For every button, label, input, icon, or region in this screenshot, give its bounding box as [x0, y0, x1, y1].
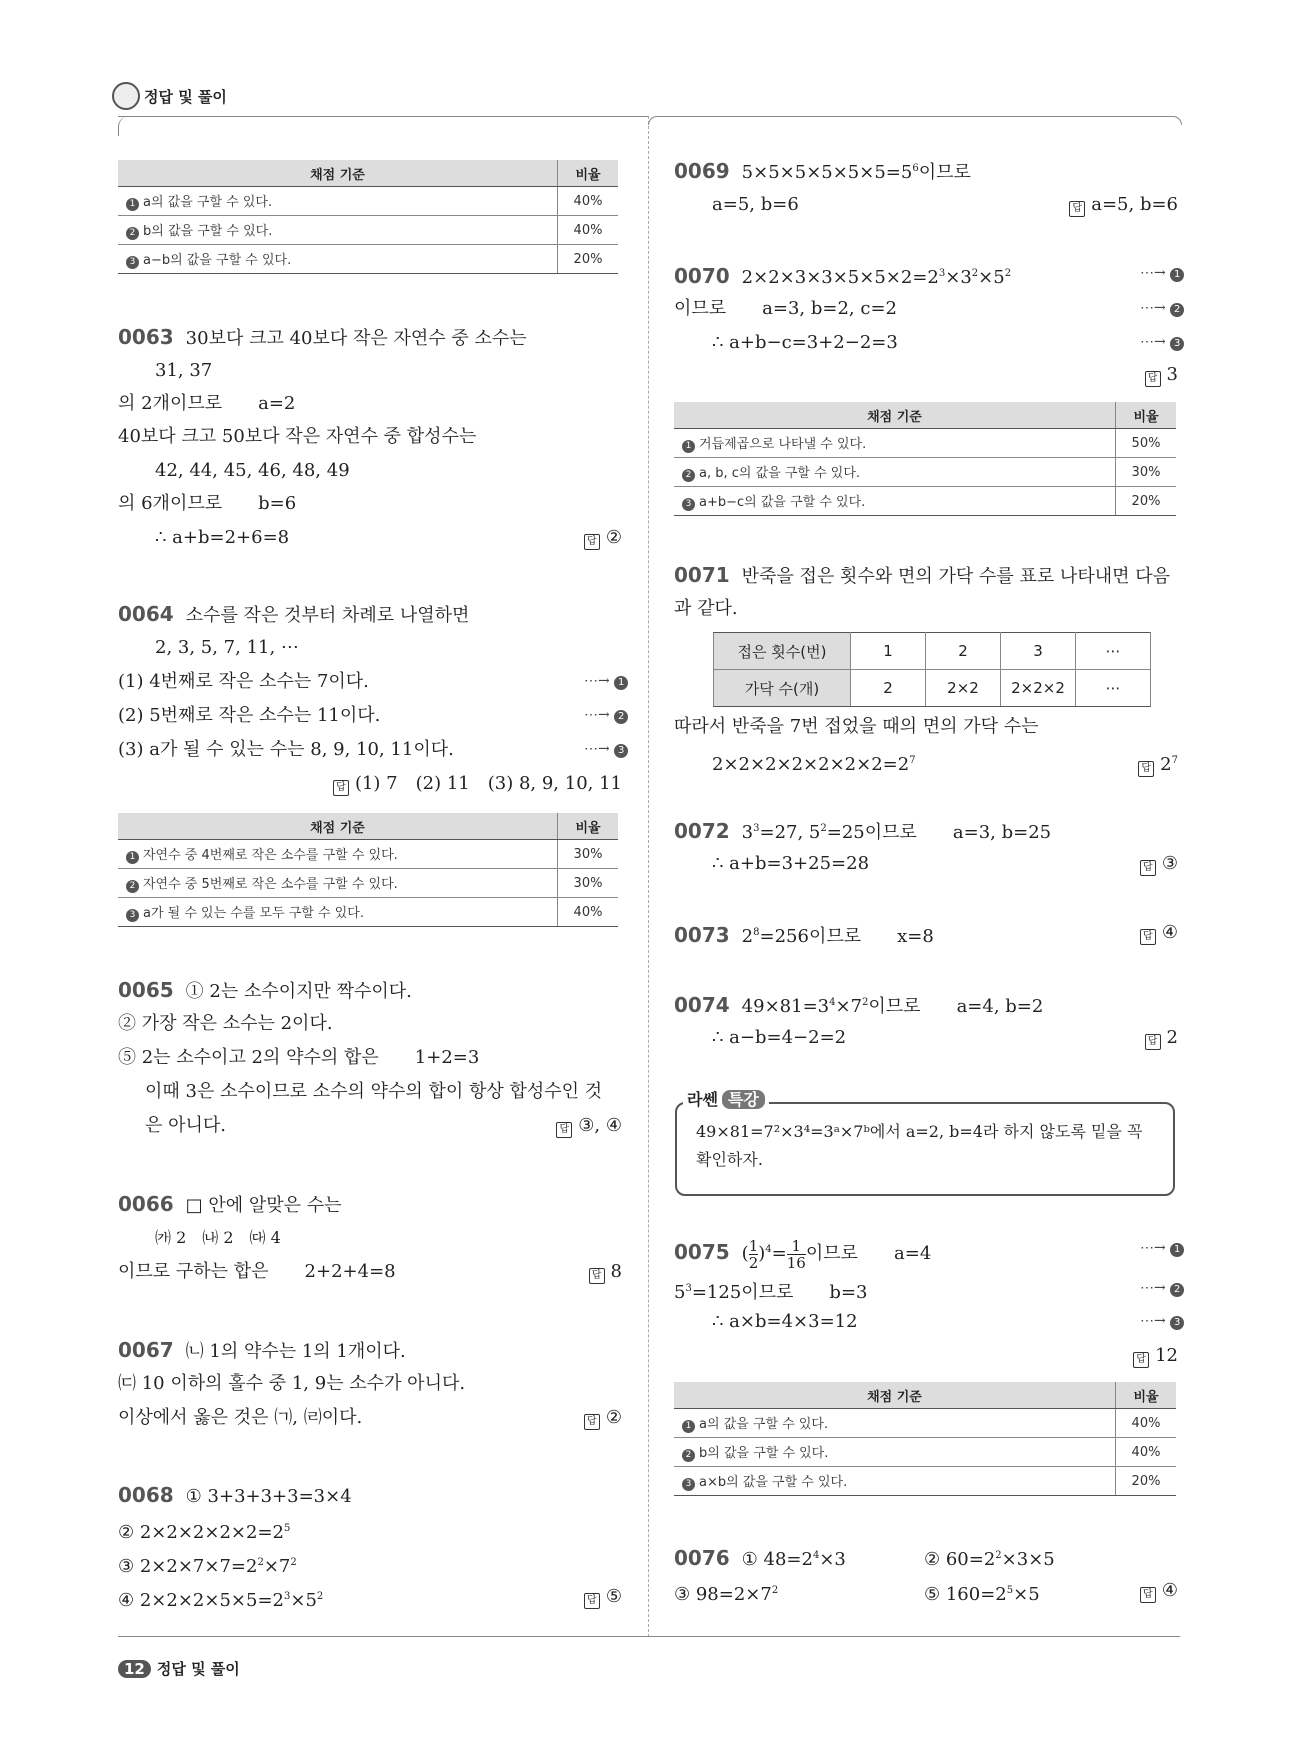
marker-2: ⋯→ 2	[1140, 1280, 1184, 1297]
table-row: 가닥 수(개) 2 2×2 2×2×2 ⋯	[714, 670, 1151, 707]
problem-0063-line2: 31, 37	[155, 360, 213, 381]
problem-0064-line1: 0064 소수를 작은 것부터 차례로 나열하면	[118, 602, 470, 626]
answer-icon: 답	[584, 1414, 600, 1430]
problem-0065-line4: 이때 3은 소수이므로 소수의 약수의 합이 항상 합성수인 것	[145, 1081, 603, 1102]
marker-3: ⋯→ 3	[1140, 1313, 1184, 1330]
problem-0064-line2: 2, 3, 5, 7, 11, ⋯	[155, 637, 299, 658]
problem-0072-line1: 0072 $3^3=27$, $5^2=25$이므로 a=3, b=25	[674, 819, 1052, 843]
marker-1: ⋯→ 1	[1140, 265, 1184, 282]
problem-0065-line3: ⑤ 2는 소수이고 2의 약수의 합은 1+2=3	[118, 1047, 480, 1068]
problem-0076-line1a: 0076 ① $48=2^4\times 3$	[674, 1546, 846, 1570]
answer-0064: 답 (1) 7 (2) 11 (3) 8, 9, 10, 11	[333, 773, 622, 796]
tip-tag: 라쎈 특강	[683, 1087, 769, 1110]
problem-0066-line2: ㈎ 2 ㈏ 2 ㈐ 4	[155, 1228, 281, 1247]
answer-0074: 답 2	[1145, 1027, 1178, 1050]
table-row: 2 a, b, c의 값을 구할 수 있다. 30%	[674, 458, 1176, 487]
problem-0063-line6: 의 6개이므로 b=6	[118, 493, 297, 514]
table-row: 3 a−b의 값을 구할 수 있다. 20%	[118, 245, 618, 274]
problem-0066-line1: 0066 □ 안에 알맞은 수는	[118, 1192, 342, 1216]
table-header-criteria: 채점 기준	[118, 160, 558, 187]
table-row: 2 b의 값을 구할 수 있다. 40%	[674, 1438, 1176, 1467]
problem-0068-line4: ④ $2\times 2\times 2\times 5\times 5=2^3\times 5^2$	[118, 1590, 324, 1611]
problem-0064-line5: (3) a가 될 수 있는 수는 8, 9, 10, 11이다.	[118, 739, 454, 760]
problem-0068-line3: ③ $2\times 2\times 7\times 7=2^2\times 7^2$	[118, 1556, 297, 1577]
answer-0066: 답 8	[589, 1261, 622, 1284]
marker-2: ⋯→ 2	[584, 707, 628, 724]
answer-icon: 답	[1145, 1034, 1161, 1050]
problem-0068-line2: ② $2\times 2\times 2\times 2\times 2=2^5$	[118, 1522, 291, 1543]
answer-0068: 답 ⑤	[584, 1586, 622, 1609]
answer-icon: 답	[584, 534, 600, 550]
problem-0071-line4: $2\times 2\times 2\times 2\times 2\times 2\times 2=2^7$	[712, 754, 916, 775]
problem-0070-line2: 이므로 a=3, b=2, c=2	[674, 298, 897, 319]
problem-0064-line4: (2) 5번째로 작은 소수는 11이다.	[118, 705, 381, 726]
marker-1: ⋯→ 1	[1140, 1240, 1184, 1257]
grading-table-0064: 채점 기준 비율 1 자연수 중 4번째로 작은 소수를 구할 수 있다. 30% 2 자연수 중 5번째로 작은 소수를 구할 수 있다. 30% 3 a가 될 수 있는 수를 모두 구할 수 있다. 40%	[118, 813, 618, 927]
answer-icon: 답	[1140, 860, 1156, 876]
answer-0069: 답 a=5, b=6	[1069, 194, 1178, 217]
page-footer	[118, 1658, 240, 1679]
problem-0076-line1b: ② $60=2^2\times 3\times 5$	[924, 1549, 1055, 1570]
fold-table	[713, 632, 1151, 707]
problem-0070-line3: ∴ a+b−c=3+2−2=3	[712, 332, 898, 353]
problem-0065-line5: 은 아니다.	[145, 1115, 226, 1136]
header-title: 정답 및 풀이	[144, 88, 227, 106]
answer-0076: 답 ④	[1140, 1580, 1178, 1603]
problem-0067-line3: 이상에서 옳은 것은 ㈀, ㈃이다.	[118, 1407, 363, 1428]
problem-0070-line1: 0070 $2\times 2\times 3\times 3\times 5\times 5\times 2=2^3\times 3^2\times 5^2$	[674, 264, 1012, 288]
grading-table-0070: 채점 기준 비율 1 거듭제곱으로 나타낼 수 있다. 50% 2 a, b, c의 값을 구할 수 있다. 30% 3 a+b−c의 값을 구할 수 있다. 20%	[674, 402, 1176, 516]
page-number: 12	[118, 1660, 151, 1678]
answer-icon: 답	[1145, 371, 1161, 387]
problem-0071-line2: 과 같다.	[674, 598, 738, 619]
problem-0063-line4: 40보다 크고 50보다 작은 자연수 중 합성수는	[118, 426, 477, 447]
problem-0076-line2a: ③ $98=2\times 7^2$	[674, 1584, 779, 1605]
answer-0072: 답 ③	[1140, 853, 1178, 876]
answer-0071: 답 $2^7$	[1138, 750, 1178, 777]
grading-table-0062	[118, 160, 618, 274]
footer-divider	[118, 1636, 1180, 1637]
problem-0064-line3: (1) 4번째로 작은 소수는 7이다.	[118, 671, 369, 692]
problem-0074-line2: ∴ a−b=4−2=2	[712, 1027, 847, 1048]
table-row: 3 a×b의 값을 구할 수 있다. 20%	[674, 1467, 1176, 1496]
table-row: 1 거듭제곱으로 나타낼 수 있다. 50%	[674, 429, 1176, 458]
problem-0068-line1: 0068 ① 3+3+3+3=3×4	[118, 1483, 352, 1507]
answer-icon: 답	[333, 780, 349, 796]
problem-0073-line1: 0073 $2^8=256$이므로 x=8	[674, 923, 934, 947]
table-row: 3 a+b−c의 값을 구할 수 있다. 20%	[674, 487, 1176, 516]
mascot-icon	[112, 82, 140, 110]
problem-0063-line7: ∴ a+b=2+6=8	[155, 527, 290, 548]
answer-icon: 답	[1138, 761, 1154, 777]
problem-0063-line5: 42, 44, 45, 46, 48, 49	[155, 460, 350, 481]
problem-0067-line2: ㈂ 10 이하의 홀수 중 1, 9는 소수가 아니다.	[118, 1373, 466, 1394]
answer-icon: 답	[1069, 201, 1085, 217]
problem-0066-line3: 이므로 구하는 합은 2+2+4=8	[118, 1261, 396, 1282]
problem-0065-line1: 0065 ① 2는 소수이지만 짝수이다.	[118, 978, 412, 1002]
marker-3: ⋯→ 3	[584, 741, 628, 758]
table-row: 접은 횟수(번) 1 2 3 ⋯	[714, 633, 1151, 670]
table-header-ratio: 비율	[558, 160, 619, 187]
answer-icon: 답	[1133, 1352, 1149, 1368]
problem-0067-line1: 0067 ㈁ 1의 약수는 1의 1개이다.	[118, 1338, 406, 1362]
problem-0065-line2: ② 가장 작은 소수는 2이다.	[118, 1013, 333, 1034]
table-row: 2 자연수 중 5번째로 작은 소수를 구할 수 있다. 30%	[118, 869, 618, 898]
answer-0067: 답 ②	[584, 1407, 622, 1430]
answer-icon: 답	[556, 1122, 572, 1138]
answer-icon: 답	[584, 1593, 600, 1609]
table-row: 3 a가 될 수 있는 수를 모두 구할 수 있다. 40%	[118, 898, 618, 927]
table-row: 2 b의 값을 구할 수 있다. 40%	[118, 216, 618, 245]
answer-icon: 답	[1140, 929, 1156, 945]
grading-table-0075: 채점 기준 비율 1 a의 값을 구할 수 있다. 40% 2 b의 값을 구할 수 있다. 40% 3 a×b의 값을 구할 수 있다. 20%	[674, 1382, 1176, 1496]
answer-0070: 답 3	[1145, 364, 1178, 387]
problem-0075-line1: 0075 ( $\frac{1}{2}$ )$^4$= $\frac{1}{16}$ 이므로 a=4	[674, 1236, 932, 1272]
table-row: 1 자연수 중 4번째로 작은 소수를 구할 수 있다. 30%	[118, 840, 618, 869]
problem-0069-line1: 0069 $5\times 5\times 5\times 5\times 5\times 5=5^6$이므로	[674, 159, 971, 183]
answer-icon: 답	[1140, 1587, 1156, 1603]
table-row: 1 a의 값을 구할 수 있다. 40%	[674, 1409, 1176, 1438]
answer-0065: 답 ③, ④	[556, 1115, 622, 1138]
problem-0074-line1: 0074 $49\times 81=3^4\times 7^2$이므로 a=4, b=2	[674, 993, 1044, 1017]
problem-0075-line3: ∴ a×b=4×3=12	[712, 1311, 858, 1332]
problem-0063-line3: 의 2개이므로 a=2	[118, 393, 296, 414]
tip-text: 49×81=7²×3⁴=3ᵃ×7ᵇ에서 a=2, b=4라 하지 않도록 밑을 꼭 확인하자.	[696, 1122, 1143, 1169]
problem-0071-line1: 0071 반죽을 접은 횟수와 면의 가닥 수를 표로 나타내면 다음	[674, 563, 1170, 587]
problem-0063-line1: 0063 30보다 크고 40보다 작은 자연수 중 소수는	[118, 325, 527, 349]
answer-icon: 답	[589, 1268, 605, 1284]
right-column-frame	[648, 116, 1182, 125]
footer-label: 정답 및 풀이	[156, 1660, 240, 1678]
problem-0069-line2: a=5, b=6	[712, 194, 799, 215]
marker-2: ⋯→ 2	[1140, 300, 1184, 317]
answer-0063: 답 ②	[584, 527, 622, 550]
marker-1: ⋯→ 1	[584, 673, 628, 690]
problem-0075-line2: $5^3=125$이므로 b=3	[674, 1282, 868, 1303]
answer-0075: 답 12	[1133, 1345, 1178, 1368]
table-row: 1 a의 값을 구할 수 있다. 40%	[118, 187, 618, 216]
problem-0072-line2: ∴ a+b=3+25=28	[712, 853, 870, 874]
problem-0076-line2b: ⑤ $160=2^5\times 5$	[924, 1584, 1040, 1605]
answer-0073: 답 ④	[1140, 922, 1178, 945]
marker-3: ⋯→ 3	[1140, 334, 1184, 351]
problem-0071-line3: 따라서 반죽을 7번 접었을 때의 면의 가닥 수는	[674, 716, 1039, 737]
